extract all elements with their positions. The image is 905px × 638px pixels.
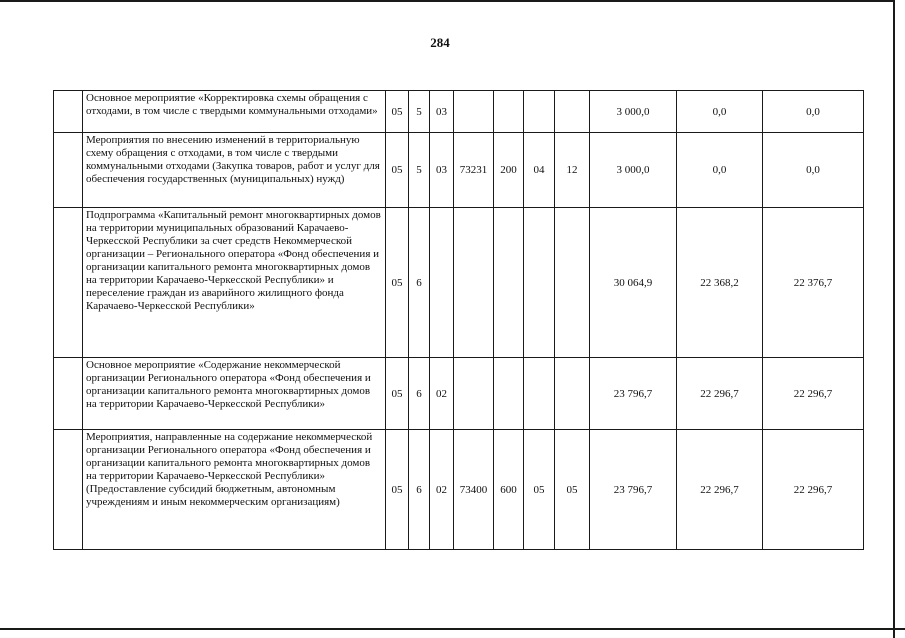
table-row xyxy=(54,430,864,550)
amount-2-cell: 22 368,2 xyxy=(677,208,763,358)
event-cell: 02 xyxy=(430,358,454,430)
section-cell: 05 xyxy=(386,91,409,133)
page-bottom-line xyxy=(0,628,905,630)
event-cell: 03 xyxy=(430,91,454,133)
amount-3-cell: 22 376,7 xyxy=(763,208,864,358)
amount-2-cell: 0,0 xyxy=(677,91,763,133)
description-cell: Мероприятия, направленные на содержание некоммерческой организации Регионального оператора «Фонд обеспечения и организации капитального ремонта многоквартирных домов на территории Карачаево-Черкесской Республики» (Предоставление субсидий бюджетным, автономным учреждениям и иным некоммерческим организациям) xyxy=(83,430,386,550)
subprogram-cell: 6 xyxy=(409,358,430,430)
direction-cell: 73400 xyxy=(454,430,494,550)
expense-type-cell xyxy=(494,358,524,430)
expense-type-cell xyxy=(494,208,524,358)
direction-cell xyxy=(454,91,494,133)
section-cell: 05 xyxy=(386,358,409,430)
section-cell: 05 xyxy=(386,430,409,550)
subprogram-cell: 5 xyxy=(409,133,430,208)
section2-cell xyxy=(524,358,555,430)
table-row xyxy=(54,133,864,208)
amount-1-cell: 23 796,7 xyxy=(590,430,677,550)
amount-3-cell: 0,0 xyxy=(763,91,864,133)
subsection2-cell xyxy=(555,91,590,133)
row-number-cell xyxy=(54,91,83,133)
amount-1-cell: 3 000,0 xyxy=(590,91,677,133)
amount-1-cell: 30 064,9 xyxy=(590,208,677,358)
subsection2-cell: 12 xyxy=(555,133,590,208)
subsection2-cell: 05 xyxy=(555,430,590,550)
row-number-cell xyxy=(54,208,83,358)
description-cell: Мероприятия по внесению изменений в территориальную схему обращения с отходами, в том числе с твердыми коммунальными отходами (Закупка товаров, работ и услуг для обеспечения государственных (муниципальных) нужд) xyxy=(83,133,386,208)
page-top-border xyxy=(0,0,895,2)
expense-type-cell xyxy=(494,91,524,133)
section-cell: 05 xyxy=(386,133,409,208)
table-row xyxy=(54,358,864,430)
budget-table xyxy=(53,90,864,550)
amount-3-cell: 22 296,7 xyxy=(763,430,864,550)
amount-1-cell: 3 000,0 xyxy=(590,133,677,208)
amount-2-cell: 22 296,7 xyxy=(677,430,763,550)
section2-cell: 05 xyxy=(524,430,555,550)
row-number-cell xyxy=(54,358,83,430)
row-number-cell xyxy=(54,133,83,208)
row-number-cell xyxy=(54,430,83,550)
event-cell: 02 xyxy=(430,430,454,550)
subsection2-cell xyxy=(555,208,590,358)
direction-cell xyxy=(454,358,494,430)
event-cell: 03 xyxy=(430,133,454,208)
table-row xyxy=(54,91,864,133)
subsection2-cell xyxy=(555,358,590,430)
amount-1-cell: 23 796,7 xyxy=(590,358,677,430)
expense-type-cell: 200 xyxy=(494,133,524,208)
expense-type-cell: 600 xyxy=(494,430,524,550)
section2-cell xyxy=(524,208,555,358)
direction-cell: 73231 xyxy=(454,133,494,208)
amount-3-cell: 22 296,7 xyxy=(763,358,864,430)
direction-cell xyxy=(454,208,494,358)
subprogram-cell: 6 xyxy=(409,208,430,358)
event-cell xyxy=(430,208,454,358)
table-row xyxy=(54,208,864,358)
amount-2-cell: 22 296,7 xyxy=(677,358,763,430)
subprogram-cell: 5 xyxy=(409,91,430,133)
description-cell: Основное мероприятие «Содержание некоммерческой организации Регионального оператора «Фонд обеспечения и организации капитального ремонта многоквартирных домов на территории Карачаево-Черкесской Республики» xyxy=(83,358,386,430)
amount-3-cell: 0,0 xyxy=(763,133,864,208)
page-right-border xyxy=(893,0,895,638)
section2-cell xyxy=(524,91,555,133)
description-cell: Подпрограмма «Капитальный ремонт многоквартирных домов на территории муниципальных образований Карачаево-Черкесской Республики за счет средств Некоммерческой организации – Регионального оператора «Фонд обеспечения и организации капитального ремонта многоквартирных домов на территории Карачаево-Черкесской Республики» и переселение граждан из аварийного жилищного фонда Карачаево-Черкесской Республики» xyxy=(83,208,386,358)
amount-2-cell: 0,0 xyxy=(677,133,763,208)
page-number: 284 xyxy=(430,35,450,50)
section-cell: 05 xyxy=(386,208,409,358)
subprogram-cell: 6 xyxy=(409,430,430,550)
description-cell: Основное мероприятие «Корректировка схемы обращения с отходами, в том числе с твердыми коммунальными отходами» xyxy=(83,91,386,133)
section2-cell: 04 xyxy=(524,133,555,208)
